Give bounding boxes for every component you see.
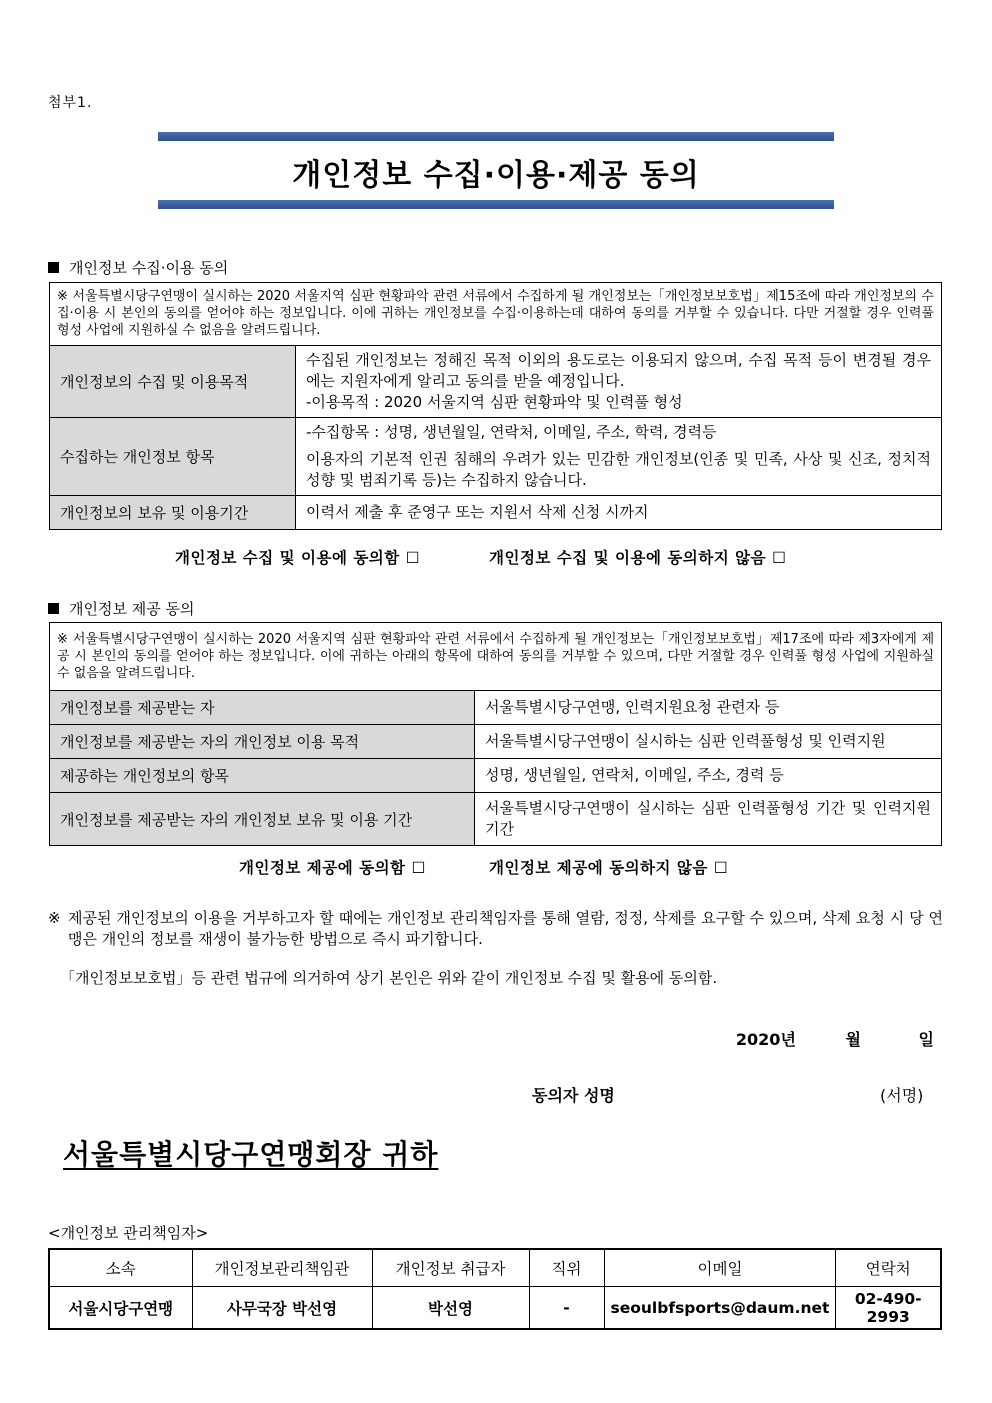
provision-agree-option[interactable] — [239, 856, 426, 878]
collected-items-line: 이용자의 기본적 인권 침해의 우려가 있는 민감한 개인정보(인종 및 민족, 사상 및 신조, 정치적 성향 및 범죄기록 등)는 수집하지 않습니다. — [306, 450, 931, 489]
collected-items-value — [296, 418, 942, 496]
collection-notice: ※ 서울특별시당구연맹이 실시하는 2020 서울지역 심판 현황파악 관련 서류에서 수집하게 될 개인정보는「개인정보보호법」제15조에 따라 개인정보의 수집·이용 시 본인의 동의를 얻어야 하는 정보입니다. 이에 귀하는 개인정보를 수집·이용하는데 대하여 동의를 거부할 수 있습니다. 다만 거절할 경우 인력풀 형성 사업에 지원하실 수 없음을 알려드립니다. — [50, 283, 942, 346]
provided-items-label: 제공하는 개인정보의 항목 — [50, 759, 475, 793]
collection-agree-checkbox[interactable]: ☐ — [405, 549, 421, 567]
date-day: 일 — [918, 1030, 934, 1049]
provision-agree-label: 개인정보 제공에 동의함 — [239, 859, 406, 877]
officer-table-header — [49, 1249, 941, 1287]
provision-disagree-option[interactable] — [489, 856, 728, 878]
section1-heading — [48, 257, 228, 278]
provided-items-value: 성명, 생년월일, 연락처, 이메일, 주소, 경력 등 — [475, 759, 942, 793]
section2-heading-text: 개인정보 제공 동의 — [69, 600, 195, 618]
collection-purpose-line: 수집된 개인정보는 정해진 목적 이외의 용도로는 이용되지 않으며, 수집 목적 등이 변경될 경우에는 지원자에게 알리고 동의를 받을 예정입니다. — [306, 351, 931, 390]
date-month: 월 — [845, 1030, 861, 1049]
collection-purpose-label: 개인정보의 수집 및 이용목적 — [50, 346, 296, 418]
destruction-notice — [48, 908, 943, 950]
collection-purpose-value — [296, 346, 942, 418]
recipient-purpose-label: 개인정보를 제공받는 자의 개인정보 이용 목적 — [50, 725, 475, 759]
notice-mark: ※ — [48, 909, 61, 927]
provision-disagree-checkbox[interactable]: ☐ — [713, 859, 729, 877]
attachment-label: 첨부1. — [48, 95, 93, 111]
law-statement: 「개인정보보호법」등 관련 법규에 의거하여 상기 본인은 위와 같이 개인정보 수집 및 활용에 동의함. — [60, 969, 718, 987]
email-cell: seoulbfsports@daum.net — [604, 1287, 836, 1330]
recipient-purpose-value: 서울특별시당구연맹이 실시하는 심판 인력풀형성 및 인력지원 — [475, 725, 942, 759]
header-cell: 연락처 — [836, 1249, 941, 1287]
recipient-retention-label: 개인정보를 제공받는 자의 개인정보 보유 및 이용 기간 — [50, 793, 475, 846]
square-bullet-icon — [48, 262, 59, 273]
provision-notice: ※ 서울특별시당구연맹이 실시하는 2020 서울지역 심판 현황파악 관련 서류에서 수집하게 될 개인정보는「개인정보보호법」제17조에 따라 제3자에게 제공 시 본인의 동의를 얻어야 하는 정보입니다. 이에 귀하는 아래의 항목에 대하여 동의를 거부할 수 있으며, 다만 거절할 경우 인력풀 형성 사업에 지원하실 수 없음을 알려드립니다. — [50, 623, 942, 691]
collection-consent-table — [49, 282, 942, 530]
privacy-officer-table — [48, 1248, 942, 1330]
handler-cell: 박선영 — [372, 1287, 529, 1330]
phone-cell: 02-490-2993 — [836, 1287, 941, 1330]
retention-period-label: 개인정보의 보유 및 이용기간 — [50, 496, 296, 530]
section1-heading-text: 개인정보 수집·이용 동의 — [69, 259, 229, 277]
title-bar-bottom — [158, 200, 834, 209]
recipient-label: 개인정보를 제공받는 자 — [50, 691, 475, 725]
officer-cell: 사무국장 박선영 — [192, 1287, 372, 1330]
collection-agree-label: 개인정보 수집 및 이용에 동의함 — [175, 549, 400, 567]
header-cell: 개인정보 취급자 — [372, 1249, 529, 1287]
collection-disagree-checkbox[interactable]: ☐ — [771, 549, 787, 567]
collection-agree-option[interactable] — [175, 546, 420, 568]
provision-consent-table — [49, 622, 942, 846]
header-cell: 소속 — [49, 1249, 192, 1287]
recipient-value: 서울특별시당구연맹, 인력지원요청 관련자 등 — [475, 691, 942, 725]
addressee: 서울특별시당구연맹회장 귀하 — [63, 1138, 439, 1171]
recipient-retention-value: 서울특별시당구연맹이 실시하는 심판 인력풀형성 기간 및 인력지원 기간 — [475, 793, 942, 846]
provision-agree-checkbox[interactable]: ☐ — [411, 859, 426, 877]
square-bullet-icon — [48, 603, 59, 614]
position-cell: - — [529, 1287, 604, 1330]
signature-mark: (서명) — [880, 1086, 924, 1105]
collection-disagree-label: 개인정보 수집 및 이용에 동의하지 않음 — [489, 549, 767, 567]
document-title: 개인정보 수집·이용·제공 동의 — [292, 158, 700, 193]
collection-purpose-line: -이용목적 : 2020 서울지역 심판 현황파악 및 인력풀 형성 — [306, 393, 683, 411]
consent-date — [736, 1027, 934, 1050]
header-cell: 개인정보관리책임관 — [192, 1249, 372, 1287]
destruction-notice-text: 제공된 개인정보의 이용을 거부하고자 할 때에는 개인정보 관리책임자를 통해 열람, 정정, 삭제를 요구할 수 있으며, 삭제 요청 시 당 연맹은 개인의 정보를 재생이 불가능한 방법으로 즉시 파기합니다. — [68, 909, 943, 948]
signer-label: 동의자 성명 — [532, 1086, 615, 1105]
collected-items-line: -수집항목 : 성명, 생년월일, 연락처, 이메일, 주소, 학력, 경력등 — [306, 423, 717, 441]
date-year: 2020년 — [735, 1030, 796, 1049]
officer-caption: <개인정보 관리책임자> — [48, 1224, 209, 1242]
affiliation-cell: 서울시당구연맹 — [49, 1287, 192, 1330]
title-bar-top — [158, 132, 834, 141]
collected-items-label: 수집하는 개인정보 항목 — [50, 418, 296, 496]
table-row — [49, 1287, 941, 1330]
retention-period-value: 이력서 제출 후 준영구 또는 지원서 삭제 신청 시까지 — [296, 496, 942, 530]
header-cell: 직위 — [529, 1249, 604, 1287]
section2-heading — [48, 598, 194, 619]
collection-disagree-option[interactable] — [489, 546, 786, 568]
header-cell: 이메일 — [604, 1249, 836, 1287]
provision-disagree-label: 개인정보 제공에 동의하지 않음 — [489, 859, 708, 877]
